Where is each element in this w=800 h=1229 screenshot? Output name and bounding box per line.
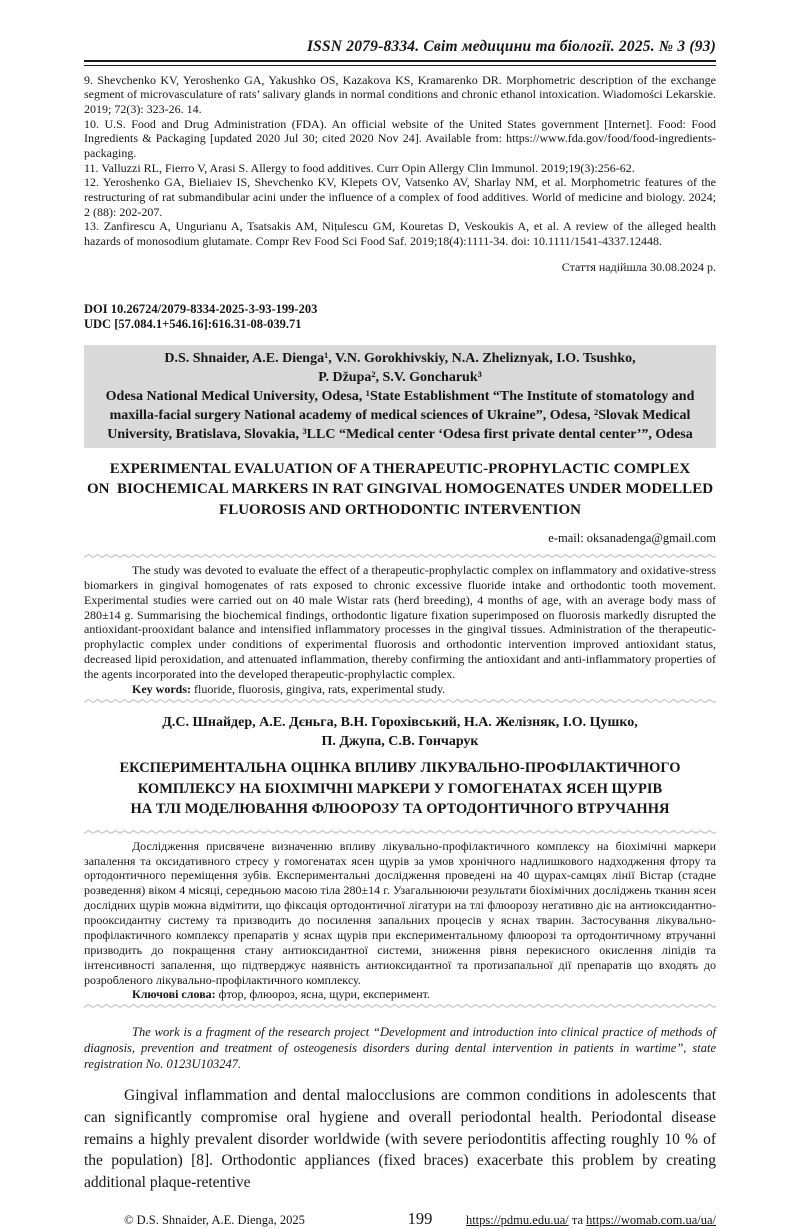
zigzag-separator bbox=[84, 553, 716, 559]
link-separator-text: та bbox=[571, 1212, 584, 1227]
article-identifiers bbox=[84, 302, 716, 333]
introduction-paragraph: Gingival inflammation and dental malocclusions are common conditions in adolescents that can significantly compromise oral hygiene and overall periodontal health. Periodontal disease remains a highly prevalent disorder worldwide (with severe periodontitis affecting roughly 10 % of the population) [8]. Orthodontic appliances (fixed braces) exacerbate this problem by creating additional plaque-retentive bbox=[84, 1087, 716, 1192]
doi-line: DOI 10.26724/2079-8334-2025-3-93-199-203 bbox=[84, 301, 318, 316]
reference-item: 10. U.S. Food and Drug Administration (FDA). An official website of the United States government [Internet]. Food: Food Ingredients & Packaging [updated 2020 Jul 30; cited 2020 Nov 24]. Available from: https://www.fda.gov/food/food-ingredients-packaging. bbox=[84, 116, 716, 160]
header-double-rule bbox=[84, 60, 716, 66]
copyright-note: © D.S. Shnaider, A.E. Dienga, 2025 bbox=[124, 1212, 305, 1227]
abstract-uk: Дослідження присвячене визначенню впливу лікувально-профілактичного комплексу на біохімічні маркери запалення та оксидативного стресу у гомогенатах ясен щурів за умов хронічного надлишкового надходження фтору та ортодонтичного переміщення зубів. Експериментальні дослідження проведені на 40 щурах-самцях лінії Вістар (стадне розведення) віком 4 місяці, середньою масою тіла 280±14 г. Узагальнюючи результати біохімічних досліджень тканин ясен дослідних щурів можна відмітити, що фіксація ортодонтичної лігатури на тлі флюорозу негативно діє на антиоксидантно-прооксидантну систему та призводить до посилення запальних процесів у яснах тварин. Застосування лікувально-профілактичного комплексу препаратів у яснах щурів при експериментальному флюорозі та ортодонтичному втручанні призводить до покращення стану антиоксидантної системи, зниження рівня перекисного окислення ліпідів та інтенсивності запалення, що підтверджує наявність антиоксидантної та протизапальної дії препаратів що входять до розробленого лікувально-профілактичного комплексу. bbox=[84, 838, 716, 987]
reference-item: 11. Valluzzi RL, Fierro V, Arasi S. Allergy to food additives. Curr Opin Allergy Clin Immunol. 2019;19(3):256-62. bbox=[84, 160, 635, 175]
zigzag-separator bbox=[84, 698, 716, 704]
authors-en-line: D.S. Shnaider, A.E. Dienga¹, V.N. Gorokhivskiy, N.A. Zheliznyak, I.O. Tsushko, bbox=[164, 351, 636, 366]
page-number: 199 bbox=[407, 1208, 433, 1228]
pdmu-link[interactable]: https://pdmu.edu.ua/ bbox=[465, 1212, 569, 1227]
keywords-en-text: fluoride, fluorosis, gingiva, rats, experimental study. bbox=[194, 681, 446, 696]
page-header bbox=[84, 38, 716, 66]
zigzag-separator bbox=[84, 1003, 716, 1009]
authors-uk: Д.С. Шнайдер, А.Е. Дєньга, В.Н. Горохівський, Н.А. Желізняк, І.О. Цушко, П. Джупа, С.В. Гончарук bbox=[162, 714, 638, 750]
reference-item: 12. Yeroshenko GA, Bieliaiev IS, Shevchenko KV, Klepets OV, Vatsenko AV, Sharlay NM, et al. Morphometric features of the restructuring of rat submandibular acini under the influence of a complex of food additives. World of medicine and biology. 2024; 2 (88): 202-207. bbox=[84, 175, 716, 219]
received-date-note: Стаття надійшла 30.08.2024 р. bbox=[561, 259, 716, 274]
article-title-uk: ЕКСПЕРИМЕНТАЛЬНА ОЦІНКА ВПЛИВУ ЛІКУВАЛЬНО-ПРОФІЛАКТИЧНОГО КОМПЛЕКСУ НА БІОХІМІЧНІ МАРКЕРИ У ГОМОГЕНАТАХ ЯСЕН ЩУРІВ НА ТЛІ МОДЕЛЮВАННЯ ФЛЮОРОЗУ ТА ОРТОДОНТИЧНОГО ВТРУЧАННЯ bbox=[119, 759, 681, 818]
zigzag-separator bbox=[84, 829, 716, 835]
affiliations-en: Odesa National Medical University, Odesa, ¹State Establishment “The Institute of stomatology and maxilla-facial surgery National academy of medical sciences of Ukraine”, Odesa, ²Slovak Medical University, Bratislava, Slovakia, ³LLC “Medical center ‘Odesa first private dental center’”, Odesa bbox=[105, 389, 695, 443]
page-footer bbox=[84, 1209, 716, 1229]
udc-line: UDC [57.084.1+546.16]:616.31-08-039.71 bbox=[84, 317, 302, 332]
authors-affiliations-box bbox=[84, 345, 716, 448]
keywords-en-label: Key words: bbox=[132, 681, 191, 696]
keywords-uk-label: Ключові слова: bbox=[132, 987, 216, 1002]
journal-links bbox=[465, 1213, 716, 1228]
reference-item: 9. Shevchenko KV, Yeroshenko GA, Yakushko OS, Kazakova KS, Kramarenko DR. Morphometric description of the exchange segment of microvasculature of rats’ salivary glands in normal conditions and chronic ethanol intoxication. Wiadomości Lekarskie. 2019; 72(3): 323-26. 14. bbox=[84, 72, 716, 116]
keywords-uk-text: фтор, флюороз, ясна, щури, експеримент. bbox=[218, 987, 430, 1002]
corresponding-email: e-mail: oksanadenga@gmail.com bbox=[548, 530, 716, 545]
research-project-note: The work is a fragment of the research project “Development and introduction into clinical practice of methods of diagnosis, prevention and treatment of osteogenesis disorders during dental intervention in patients in wartime”, state registration No. 0123U103247. bbox=[84, 1025, 716, 1072]
keywords-uk bbox=[84, 987, 716, 1002]
references-list bbox=[84, 73, 716, 249]
abstract-en: The study was devoted to evaluate the effect of a therapeutic-prophylactic complex on inflammatory and oxidative-stress biomarkers in gingival homogenates of rats exposed to chronic excessive fluoride intake and orthodontic tooth movement. Experimental studies were carried out on 40 male Wistar rats (herd breeding), 4 months of age, with an average body mass of 280±14 g. Summarising the biochemical findings, orthodontic ligature fixation superimposed on fluorosis markedly disrupted the antioxidant-prooxidant balance and intensified inflammatory processes in the gingival tissues. Administration of the therapeutic-prophylactic complex under conditions of experimental fluorosis and orthodontic intervention improved antioxidant status, decreased lipid peroxidation, and attenuated inflammation, thereby confirming the antioxidant and anti-inflammatory properties of the agents incorporated into the developed therapeutic-prophylactic complex. bbox=[84, 562, 716, 682]
reference-item: 13. Zanfirescu A, Ungurianu A, Tsatsakis AM, Nițulescu GM, Kouretas D, Veskoukis A, et al. A review of the alleged health hazards of monosodium glutamate. Compr Rev Food Sci Food Saf. 2019;18(4):1111-34. doi: 10.1111/1541-4337.12448. bbox=[84, 219, 716, 249]
article-title-en: EXPERIMENTAL EVALUATION OF A THERAPEUTIC-PROPHYLACTIC COMPLEX ON BIOCHEMICAL MARKERS IN RAT GINGIVAL HOMOGENATES UNDER MODELLED FLUOROSIS AND ORTHODONTIC INTERVENTION bbox=[86, 461, 714, 518]
womab-link[interactable]: https://womab.com.ua/ua/ bbox=[586, 1212, 716, 1227]
authors-en-line: P. Džupa², S.V. Goncharuk³ bbox=[318, 370, 482, 386]
keywords-en bbox=[84, 682, 716, 697]
journal-issue-line: ISSN 2079-8334. Світ медицини та біології. 2025. № 3 (93) bbox=[306, 38, 716, 55]
